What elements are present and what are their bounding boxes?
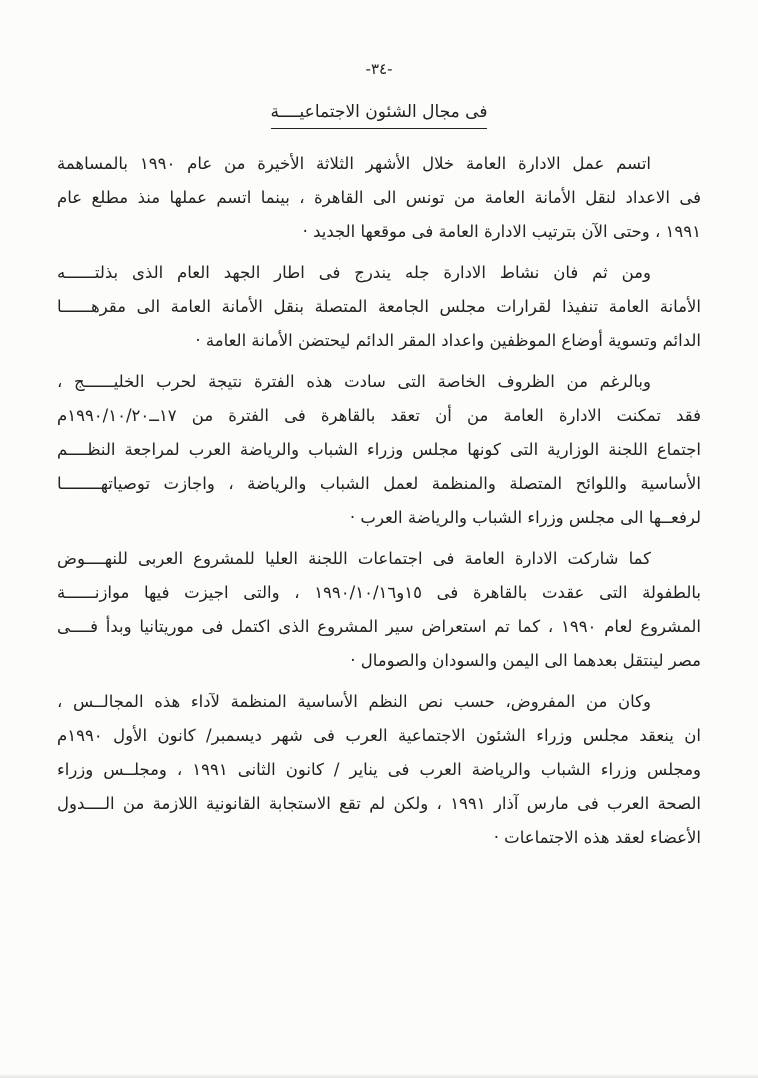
text-line: ان ينعقد مجلس وزراء الشئون الاجتماعية العرب فى شهر ديسمبر/ كانون الأول ١٩٩٠م <box>57 726 701 745</box>
text-line: فى الاعداد لنقل الأمانة العامة من تونس الى القاهرة ، بينما اتسم عملها منذ مطلع عام <box>57 188 701 207</box>
text-line: وكان من المفروض، حسب نص النظم الأساسية المنظمة لآداء هذه المجالــس ، <box>57 692 651 711</box>
text-line: بالطفولة التى عقدت بالقاهرة فى ١٥و١٦‏/‏١٠‏/‏١٩٩٠ ، والتى اجيزت فيها موازنــــــة <box>57 583 701 602</box>
section-title-wrap <box>0 102 758 129</box>
text-line: وبالرغم من الظروف الخاصة التى سادت هذه الفترة نتيجة لحرب الخليــــــج ، <box>57 372 651 391</box>
text-line: ومن ثم فان نشاط الادارة جله يندرج فى اطار الجهد العام الذى بذلتــــــه <box>57 263 651 282</box>
text-line: فقد تمكنت الادارة العامة من أن تعقد بالقاهرة فى الفترة من ١٧ــ٢٠‏/‏١٠‏/‏١٩٩٠م <box>57 406 701 425</box>
text-line: مصر لينتقل بعدهما الى اليمن والسودان والصومال · <box>350 651 701 670</box>
scan-edge-artifact <box>0 1074 758 1078</box>
text-line: لرفعــها الى مجلس وزراء الشباب والرياضة العرب · <box>349 508 701 527</box>
paragraph <box>57 365 701 535</box>
text-line: ومجلس وزراء الشباب والرياضة العرب فى يناير / كانون الثانى ١٩٩١ ، ومجلــس وزراء <box>57 760 701 779</box>
text-line: الدائم وتسوية أوضاع الموظفين واعداد المقر الدائم ليحتضن الأمانة العامة · <box>195 331 701 350</box>
text-line: الأعضاء لعقد هذه الاجتماعات · <box>493 828 701 847</box>
text-line: الأساسية واللوائح المتصلة والمنظمة لعمل الشباب والرياضة ، واجازت توصياتهــــــــا <box>57 474 701 493</box>
text-line: الصحة العرب فى مارس آذار ١٩٩١ ، ولكن لم تقع الاستجابة القانونية اللازمة من الــــدول <box>57 794 702 813</box>
section-title: فى مجال الشئون الاجتماعيــــة <box>271 102 488 129</box>
text-line: كما شاركت الادارة العامة فى اجتماعات اللجنة العليا للمشروع العربى للنهــــوض <box>57 549 651 568</box>
text-line: اتسم عمل الادارة العامة خلال الأشهر الثلاثة الأخيرة من عام ١٩٩٠ بالمساهمة <box>57 154 652 173</box>
paragraph <box>57 256 701 358</box>
paragraph <box>57 685 701 855</box>
paragraph <box>57 147 701 249</box>
text-line: اجتماع اللجنة الوزارية التى كونها مجلس وزراء الشباب والرياضة العرب لمراجعة النظــــم <box>57 440 701 459</box>
text-line: ١٩٩١ ، وحتى الآن بترتيب الادارة العامة فى موقعها الجديد · <box>302 222 701 241</box>
text-line: الأمانة العامة تنفيذا لقرارات مجلس الجامعة المتصلة بنقل الأمانة العامة الى مقرهــــــا <box>57 297 701 316</box>
page-number: -٣٤- <box>365 60 393 78</box>
text-line: المشروع لعام ١٩٩٠ ، كما تم استعراض سير المشروع الذى اكتمل فى موريتانيا وبدأ فــــى <box>57 617 702 636</box>
paragraph <box>57 542 701 678</box>
document-body <box>57 147 701 855</box>
